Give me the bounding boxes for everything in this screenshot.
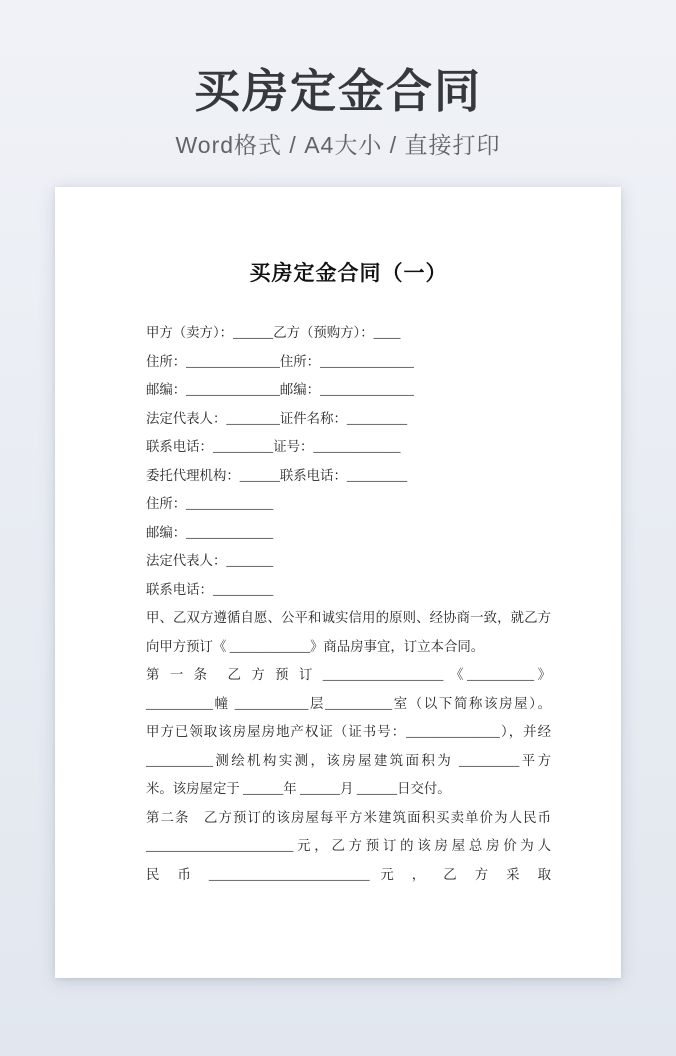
contract-line-agency-phone: 委托代理机构：______联系电话：_________ xyxy=(146,467,408,483)
document-title: 买房定金合同（一） xyxy=(249,261,448,285)
contract-line-postcode: 邮编：_____________ xyxy=(146,524,274,540)
contract-line-address-both: 住所：______________住所：______________ xyxy=(146,353,414,369)
contract-line-clause1-2: __________幢 ___________层__________室（以下简称该房屋）。 xyxy=(146,695,551,711)
contract-line-phone-certno: 联系电话：_________证号：_____________ xyxy=(146,439,401,454)
poster-title: 买房定金合同 xyxy=(194,65,482,117)
contract-line-clause2-1: 第二条 乙方预订的该房屋每平方米建筑面积买卖单价为人民币 xyxy=(146,809,551,825)
contract-body xyxy=(146,319,551,889)
poster-subtitle: Word格式 / A4大小 / 直接打印 xyxy=(175,131,501,158)
contract-line-address: 住所：_____________ xyxy=(146,496,274,511)
contract-line-party-a-b: 甲方（卖方）：______乙方（预购方）：____ xyxy=(146,325,401,340)
contract-line-clause1-1: 第 一 条 乙 方 预 订 __________________ 《__________》 xyxy=(146,667,551,682)
contract-line-phone: 联系电话：_________ xyxy=(146,581,274,597)
contract-line-preamble-2: 向甲方预订《 ____________》商品房事宜，订立本合同。 xyxy=(146,638,485,654)
contract-line-clause2-2: ______________________元，乙方预订的该房屋总房价为人 xyxy=(146,838,551,853)
contract-line-clause2-3: 民 币 ________________________ 元 ， 乙 方 采 取 xyxy=(146,866,551,882)
poster-header xyxy=(0,66,676,160)
contract-line-legal-rep: 法定代表人：_______ xyxy=(146,553,274,568)
contract-line-legal-rep-cert: 法定代表人：________证件名称：_________ xyxy=(146,410,408,426)
contract-line-clause1-5: 米。该房屋定于 ______年 ______月 ______日交付。 xyxy=(146,781,451,796)
contract-line-postcode-both: 邮编：______________邮编：______________ xyxy=(146,382,414,397)
contract-line-clause1-4: __________测绘机构实测，该房屋建筑面积为 _________平方 xyxy=(146,752,551,768)
contract-line-clause1-3: 甲方已领取该房屋房地产权证（证书号：______________），并经 xyxy=(146,724,551,739)
document-page xyxy=(55,187,621,978)
contract-line-preamble-1: 甲、乙双方遵循自愿、公平和诚实信用的原则、经协商一致，就乙方 xyxy=(146,610,551,625)
